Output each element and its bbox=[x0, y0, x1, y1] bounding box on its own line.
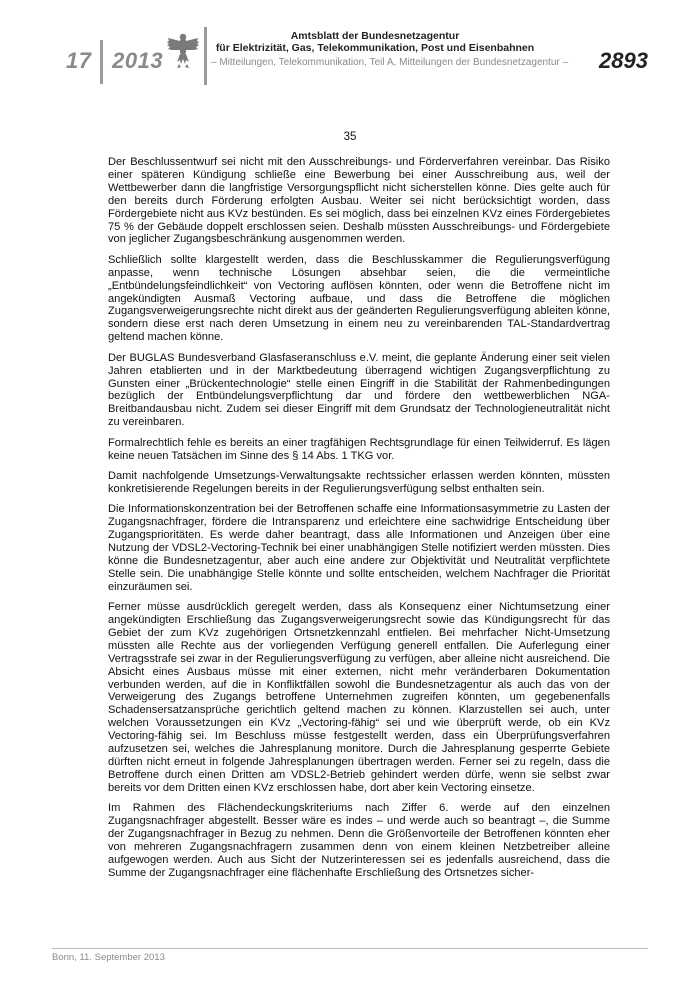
agency-line-2: für Elektrizität, Gas, Telekommunikation, Post und Eisenbahnen bbox=[215, 42, 535, 54]
footer-date: Bonn, 11. September 2013 bbox=[52, 952, 165, 963]
paragraph: Ferner müsse ausdrücklich geregelt werden, dass als Konsequenz einer Nichtumsetzung einer angekündigten Erschließung das Zugangsverweigerungsrecht sowie das Kündigungsrecht für das Gebiet der zum KVz zugehörigen Ortsnetzkennzahl entfielen. Bei mehrfacher Nicht-Umsetzung müssten alle Rechte aus der vorliegenden Verfügung generell entfallen. Die Auferlegung einer Vertragsstrafe sei zwar in der Regulierungsverfügung zu verfügen, aber alleine nicht ausreichend. Die Absicht eines Ausbaus müsse mit einer externen, nicht mehr veränderbaren Dokumentation verbunden werden, auf die in Konfliktfällen sowohl die Bundesnetzagentur als auch das von der Verweigerung des Zugangs betroffene Unternehmen zugreifen könnten, um gegebenenfalls Schadensersatzansprüche gerichtlich geltend machen zu können. Klarzustellen sei auch, unter welchen Voraussetzungen ein KVz „Vectoring-fähig“ sei und wie überprüft werde, ob ein KVz Vectoring-fähig sei. Im Beschluss müsse festgestellt werden, dass ein Überprüfungsverfahren aufzusetzen sei, welches die Jahresplanung monitore. Durch die Jahresplanung gesperrte Gebiete dürften nicht erneut in folgende Jahresplanungen übertragen werden. Ferner sei zu regeln, dass die Betroffene durch einen Dritten am VDSL2-Betrieb gehindert werden dürfe, wenn sie selbst zwar bereits vor dem Dritten einen KVz erschlossen habe, dort aber kein Vectoring einsetze. bbox=[108, 601, 610, 794]
paragraph: Im Rahmen des Flächendeckungskriteriums nach Ziffer 6. werde auf den einzelnen Zugangsnachfrager abgestellt. Besser wäre es indes – und werde auch so beantragt –, die Summe der Zugangsnachfrager in Bezug zu nehmen. Denn die Größenvorteile der Betroffenen könnten eher von mehreren Zugangsnachfragern zusammen denn von einem kleinen Netzbetreiber alleine aufgewogen werden. Auch aus Sicht der Nutzerinteressen sei es jedenfalls ausreichend, dass die Summe der Zugangsnachfrager eine flächenhafte Erschließung des Ortsnetzes sicher- bbox=[108, 802, 610, 879]
header-subtitle: – Mitteilungen, Telekommunikation, Teil A, Mitteilungen der Bundesnetzagentur – bbox=[211, 57, 569, 68]
paragraph: Damit nachfolgende Umsetzungs-Verwaltungsakte rechtssicher erlassen werden könnten, müssten konkretisierende Regelungen bereits in der Regulierungsverfügung selbst enthalten sein. bbox=[108, 469, 610, 495]
issue-number: 17 bbox=[66, 48, 92, 73]
paragraph: Der Beschlussentwurf sei nicht mit den Ausschreibungs- und Förderverfahren vereinbar. Das Risiko einer späteren Kündigung schließe eine Bewerbung bei einer Ausschreibung aus, weil der Wettbewerber dann die langfristige Versorgungspflicht nicht sicherstellen könne. Dies gelte auch für den bereits durch Förderung erfolgten Ausbau. Weiter sei nicht berücksichtigt worden, dass Fördergebiete nicht aus KVz bestünden. Es sei möglich, dass bei einzelnen KVz eines Fördergebietes 75 % der Gebäude doppelt erschlossen seien. Deshalb müssten Ausschreibungs- und Fördergebiete von jeglicher Zugangsbeschränkung ausgenommen werden. bbox=[108, 156, 610, 246]
document-body bbox=[108, 156, 610, 887]
header-divider bbox=[204, 27, 207, 85]
page-header bbox=[0, 0, 700, 100]
paragraph: Die Informationskonzentration bei der Betroffenen schaffe eine Informationsasymmetrie zu Lasten der Zugangsnachfrager, fördere die Intransparenz und erleichtere eine sachwidrige Entscheidung über Zugangsprioritäten. Es werde daher beantragt, dass alle Informationen und Anzeigen über eine Nutzung der VDSL2-Vectoring-Technik bei einer unabhängigen Stelle notifiziert werden müssten. Dies könne die Bundesnetzagentur, aber auch eine andere zur Objektivität und Neutralität verpflichtete Stelle sein. Die unabhängige Stelle könnte und sollte entscheiden, welchem Nachfrager die Priorität einzuräumen sei. bbox=[108, 503, 610, 593]
document-page-number: 35 bbox=[343, 131, 357, 143]
issue-label bbox=[66, 48, 163, 74]
paragraph: Der BUGLAS Bundesverband Glasfaseranschluss e.V. meint, die geplante Änderung einer seit vielen Jahren etablierten und in der Marktbedeutung überragend wichtigen Zugangsverpflichtung zu Gunsten einer „Brückentechnologie“ stelle einen Eingriff in die Stabilität der Rahmenbedingungen bezüglich der Entbündelungsverpflichtung dar und fördere den wettbewerblichen NGA-Breitbandausbau nicht. Zudem sei dieser Eingriff mit dem Grundsatz der Technologieneutralität nicht zu vereinbaren. bbox=[108, 351, 610, 429]
federal-eagle-icon bbox=[165, 30, 201, 70]
paragraph: Schließlich sollte klargestellt werden, dass die Beschlusskammer die Regulierungsverfügung anpasse, wenn technische Lösungen absehbar seien, die die vermeintliche „Entbündelungsfeindlichkeit“ von Vectoring auflösen könnten, oder wenn die Betroffene nicht im angekündigten Ausmaß Vectoring aufbaue, und dass die Betroffene die möglichen Zugangsverweigerungsrechte nicht direkt aus der geänderten Regulierungsverfügung ableiten könne, sondern diese erst nach deren Umsetzung in einem neu zu vereinbarenden TAL-Standardvertrag geltend machen könne. bbox=[108, 253, 610, 344]
issue-divider bbox=[100, 40, 103, 84]
header-page-number: 2893 bbox=[599, 48, 648, 73]
paragraph: Formalrechtlich fehle es bereits an einer tragfähigen Rechtsgrundlage für einen Teilwiderruf. Es lägen keine neuen Tatsächen im Sinne des § 14 Abs. 1 TKG vor. bbox=[108, 436, 610, 462]
agency-line-1: Amtsblatt der Bundesnetzagentur bbox=[290, 30, 460, 42]
issue-year: 2013 bbox=[112, 48, 164, 73]
footer-divider bbox=[52, 948, 648, 949]
agency-title bbox=[210, 30, 540, 54]
